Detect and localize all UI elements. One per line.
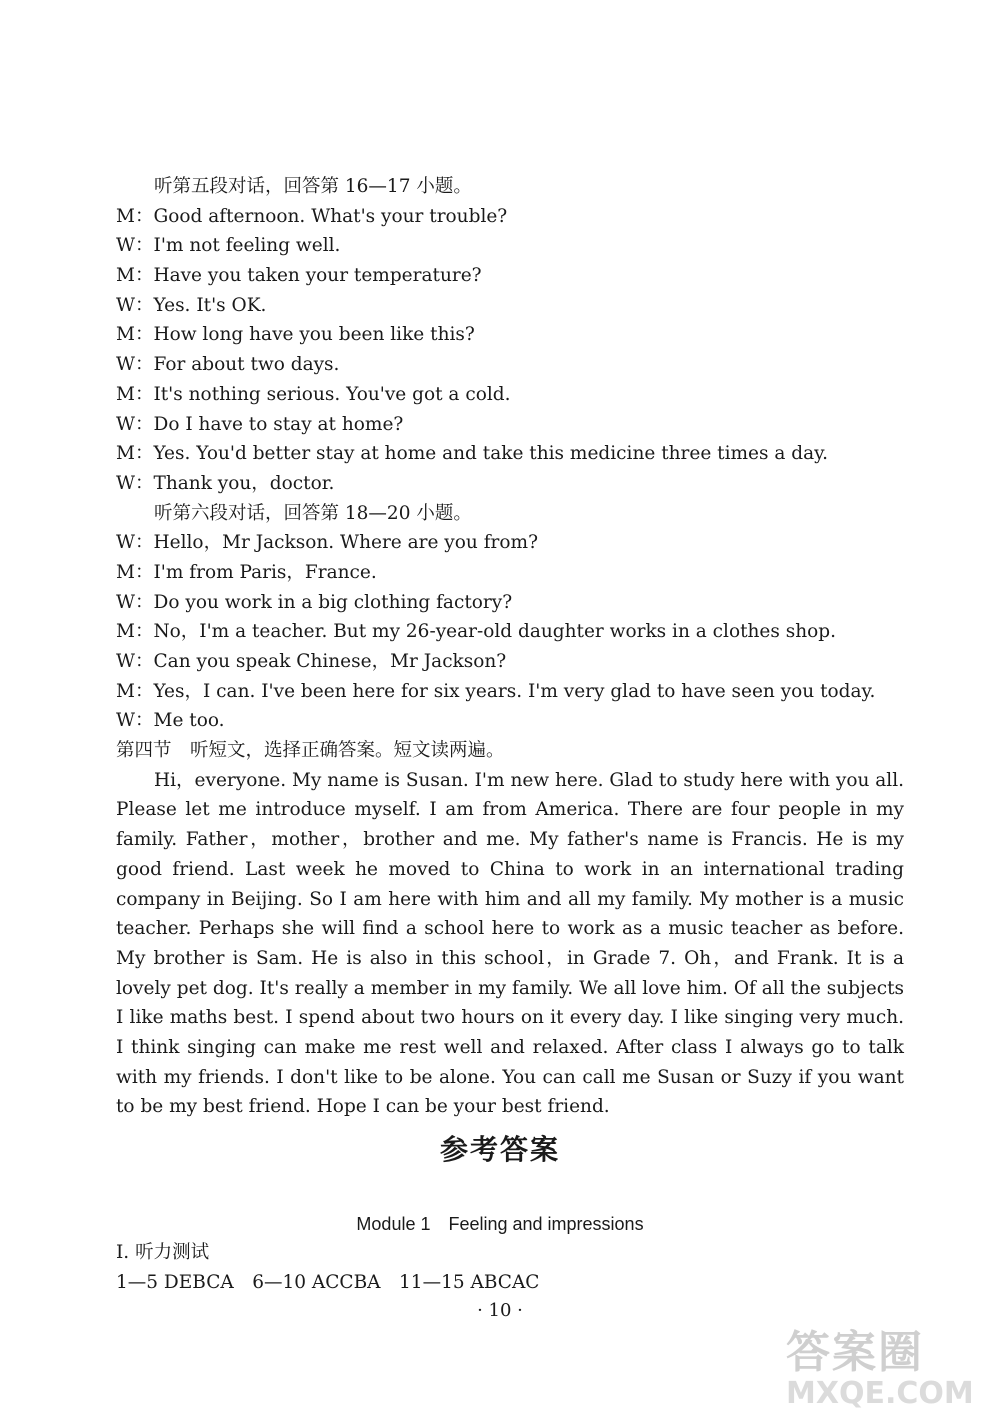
dialogue-line: W：Do you work in a big clothing factory? <box>116 591 513 613</box>
part-label: Ⅰ. 听力测试 <box>116 1242 210 1263</box>
dialogue-line: W：Can you speak Chinese，Mr Jackson? <box>116 651 507 672</box>
dialogue6-heading: 听第六段对话，回答第 18—20 小题。 <box>154 502 472 524</box>
dialogue-line: W：Hello，Mr Jackson. Where are you from? <box>116 532 538 554</box>
dialogue-line: M：It's nothing serious. You've got a cold. <box>116 383 511 405</box>
listening-script <box>116 172 904 1122</box>
answer-key-line: 1—5 DEBCA 6—10 ACCBA 11—15 ABCAC <box>116 1271 540 1293</box>
module-title: Module 1 Feeling and impressions <box>356 1214 644 1234</box>
dialogue5-lines <box>116 202 904 499</box>
watermark-bottom-text: MXQE.COM <box>786 1376 974 1411</box>
dialogue-line: M：Have you taken your temperature? <box>116 265 482 287</box>
dialogue-line: W：Do I have to stay at home? <box>116 413 404 435</box>
dialogue-line: W：I'm not feeling well. <box>116 235 341 257</box>
answers-title: 参考答案 <box>439 1133 560 1166</box>
dialogue-line: W：For about two days. <box>116 354 340 376</box>
dialogue-line: W：Me too. <box>116 710 225 732</box>
watermark-top-text: 答案圈 <box>786 1327 924 1378</box>
dialogue-line: M：How long have you been like this? <box>116 324 475 346</box>
dialogue-line: M：I'm from Paris，France. <box>116 561 377 583</box>
section4-passage: Hi，everyone. My name is Susan. I'm new here. Glad to study here with you all. Please let me introduce myself. I am from America. There are four people in my family. Father，mother，brother and me. My father's name is Francis. He is my good friend. Last week he moved to China to work in an international trading company in Beijing. So I am here with him and all my family. My mother is a music teacher. Perhaps she will find a school here to work as a music teacher as before. My brother is Sam. He is also in this school，in Grade 7. Oh，and Frank. It is a lovely pet dog. It's really a member in my family. We all love him. Of all the subjects I like maths best. I spend about two hours on it every day. I like singing very much. I think singing can make me rest well and relaxed. After class I always go to talk with my friends. I don't like to be alone. You can call me Susan or Suzy if you want to be my best friend. Hope I can be your best friend. <box>116 769 904 1118</box>
dialogue-line: W：Thank you，doctor. <box>116 472 335 494</box>
watermark-logo <box>786 1316 986 1411</box>
dialogue-line: M：No，I'm a teacher. But my 26-year-old daughter works in a clothes shop. <box>116 621 837 643</box>
dialogue-line: W：Yes. It's OK. <box>116 294 267 316</box>
page-number: · 10 · <box>477 1300 523 1321</box>
dialogue-line: M：Yes. You'd better stay at home and take this medicine three times a day. <box>116 443 829 465</box>
dialogue5-heading: 听第五段对话，回答第 16—17 小题。 <box>154 176 472 197</box>
answer-block <box>116 1238 904 1297</box>
dialogue6-lines <box>116 528 904 736</box>
dialogue-line: M：Good afternoon. What's your trouble? <box>116 205 508 227</box>
dialogue-line: M：Yes，I can. I've been here for six years. I'm very glad to have seen you today. <box>116 680 876 702</box>
section4-heading: 第四节 听短文，选择正确答案。短文读两遍。 <box>116 740 505 762</box>
